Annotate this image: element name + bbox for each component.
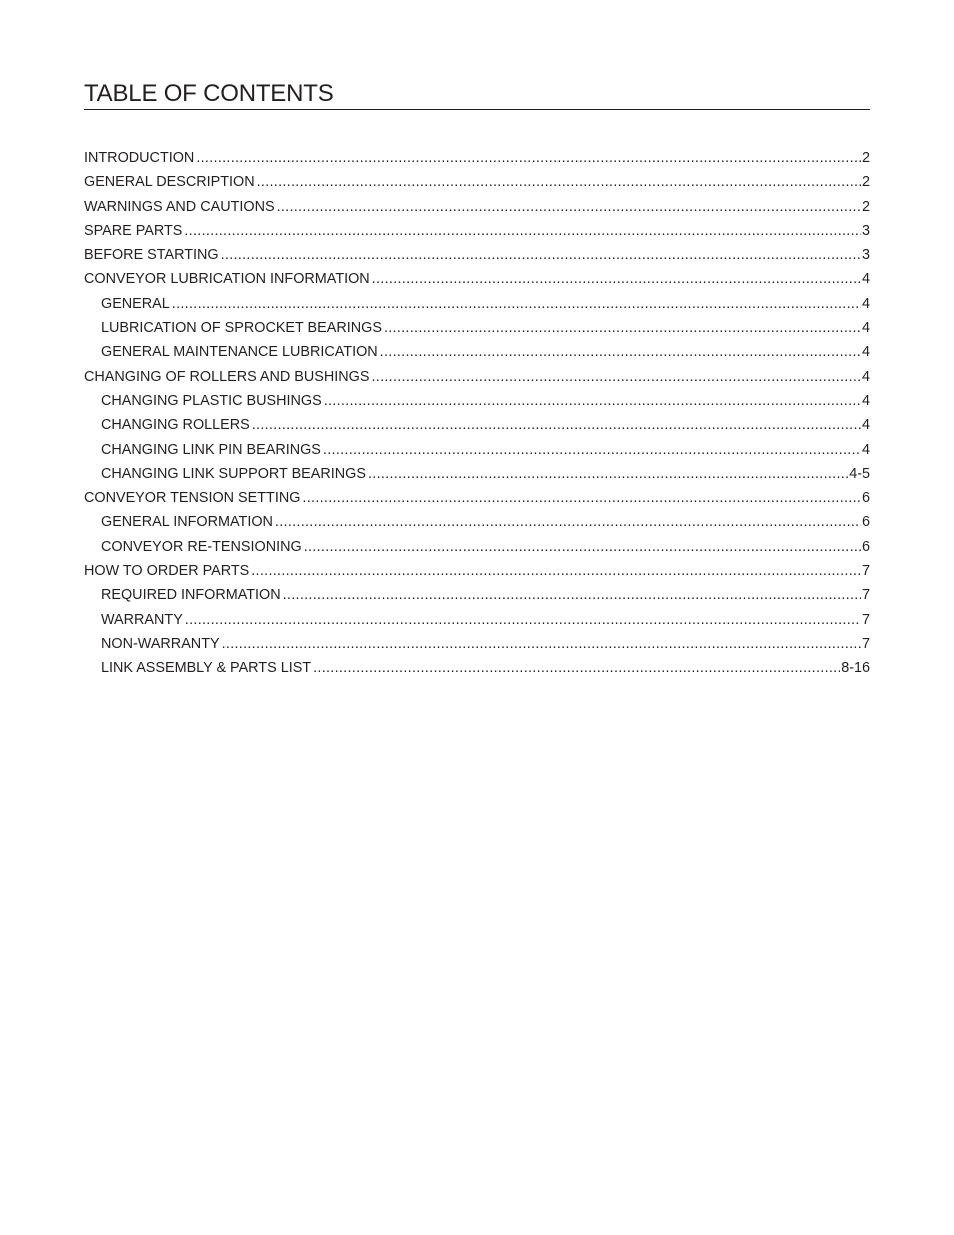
toc-list (84, 146, 870, 681)
toc-entry (84, 340, 870, 364)
toc-entry-page-number: 4 (861, 295, 870, 312)
page-title: TABLE OF CONTENTS (84, 79, 870, 110)
toc-entry-page-number: 7 (861, 587, 870, 604)
toc-entry (84, 535, 870, 559)
toc-entry-page-number: 8-16 (841, 660, 870, 677)
toc-dot-leader (283, 583, 861, 607)
toc-entry-page-number: 7 (861, 563, 870, 580)
toc-dot-leader (196, 146, 861, 170)
toc-entry (84, 413, 870, 437)
toc-entry-label: GENERAL MAINTENANCE LUBRICATION (101, 344, 378, 361)
toc-entry-label: SPARE PARTS (84, 222, 183, 239)
toc-entry-page-number: 2 (861, 150, 870, 166)
toc-entry-page-number: 4 (861, 344, 870, 361)
toc-entry-page-number: 7 (861, 635, 870, 652)
toc-entry (84, 292, 870, 316)
toc-entry-label: GENERAL INFORMATION (101, 514, 273, 531)
toc-entry (84, 510, 870, 534)
toc-entry (84, 316, 870, 340)
toc-entry-label: HOW TO ORDER PARTS (84, 563, 250, 580)
toc-entry-label: CHANGING OF ROLLERS AND BUSHINGS (84, 368, 370, 385)
toc-entry-page-number: 2 (861, 198, 870, 215)
toc-entry (84, 462, 870, 486)
toc-dot-leader (184, 219, 861, 243)
toc-entry-page-number: 7 (861, 611, 870, 628)
toc-dot-leader (172, 292, 861, 316)
toc-entry (84, 170, 870, 194)
toc-entry (84, 365, 870, 389)
toc-dot-leader (371, 365, 861, 389)
toc-entry-label: INTRODUCTION (84, 150, 195, 166)
toc-dot-leader (368, 462, 848, 486)
toc-entry-label: WARNINGS AND CAUTIONS (84, 198, 275, 215)
toc-entry-page-number: 6 (861, 490, 870, 507)
toc-dot-leader (313, 656, 840, 680)
toc-dot-leader (257, 170, 861, 194)
toc-dot-leader (372, 267, 861, 291)
toc-entry (84, 632, 870, 656)
toc-entry-label: CHANGING LINK PIN BEARINGS (101, 441, 321, 458)
toc-dot-leader (380, 340, 861, 364)
toc-entry-page-number: 3 (861, 222, 870, 239)
toc-dot-leader (277, 195, 861, 219)
toc-dot-leader (185, 608, 861, 632)
toc-entry-page-number: 6 (861, 538, 870, 555)
toc-dot-leader (302, 486, 861, 510)
toc-entry-page-number: 4 (861, 392, 870, 409)
toc-entry-label: CHANGING ROLLERS (101, 417, 250, 434)
toc-dot-leader (251, 559, 861, 583)
toc-entry-label: GENERAL DESCRIPTION (84, 174, 255, 191)
toc-entry-page-number: 4 (861, 271, 870, 288)
toc-entry-label: CONVEYOR LUBRICATION INFORMATION (84, 271, 370, 288)
toc-entry (84, 243, 870, 267)
toc-entry-page-number: 3 (861, 247, 870, 264)
toc-entry-label: LUBRICATION OF SPROCKET BEARINGS (101, 320, 382, 337)
toc-entry (84, 195, 870, 219)
toc-entry-page-number: 2 (861, 174, 870, 191)
toc-entry (84, 389, 870, 413)
toc-entry (84, 486, 870, 510)
toc-entry-label: NON-WARRANTY (101, 635, 220, 652)
toc-entry (84, 267, 870, 291)
toc-entry-label: CONVEYOR TENSION SETTING (84, 490, 301, 507)
toc-dot-leader (384, 316, 861, 340)
toc-entry-label: CHANGING LINK SUPPORT BEARINGS (101, 465, 366, 482)
toc-entry-page-number: 4 (861, 368, 870, 385)
toc-dot-leader (324, 389, 861, 413)
toc-entry-page-number: 4 (861, 417, 870, 434)
toc-entry-label: GENERAL (101, 295, 170, 312)
toc-entry-label: CHANGING PLASTIC BUSHINGS (101, 392, 322, 409)
toc-dot-leader (304, 535, 861, 559)
toc-entry-label: CONVEYOR RE-TENSIONING (101, 538, 302, 555)
toc-entry (84, 583, 870, 607)
toc-entry-label: BEFORE STARTING (84, 247, 219, 264)
toc-dot-leader (222, 632, 861, 656)
toc-entry-label: LINK ASSEMBLY & PARTS LIST (101, 660, 312, 677)
toc-entry (84, 656, 870, 680)
toc-dot-leader (252, 413, 861, 437)
toc-entry (84, 438, 870, 462)
toc-entry (84, 608, 870, 632)
toc-dot-leader (221, 243, 861, 267)
toc-dot-leader (275, 510, 861, 534)
toc-entry-page-number: 4 (861, 441, 870, 458)
toc-entry-label: WARRANTY (101, 611, 183, 628)
toc-entry-page-number: 4 (861, 320, 870, 337)
toc-entry-page-number: 4-5 (849, 465, 870, 482)
toc-entry-label: REQUIRED INFORMATION (101, 587, 281, 604)
toc-entry (84, 219, 870, 243)
toc-entry-page-number: 6 (861, 514, 870, 531)
toc-entry (84, 559, 870, 583)
toc-entry (84, 146, 870, 170)
toc-dot-leader (323, 438, 861, 462)
